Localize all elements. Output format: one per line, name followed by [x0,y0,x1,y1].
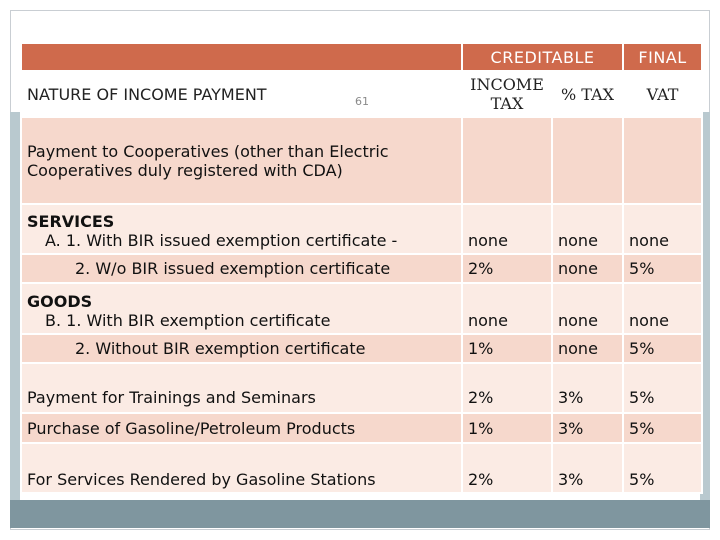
header-vat: VAT [623,71,702,117]
row-label-cell [21,204,462,254]
row-percent-tax: none [552,204,623,254]
row-vat: 5% [623,443,702,493]
row-label: Purchase of Gasoline/Petroleum Products [21,413,462,443]
row-vat: 5% [623,363,702,413]
header-final: FINAL [623,43,702,71]
row-label: A. 1. With BIR issued exemption certificate - [45,231,398,250]
row-income-tax: 2% [462,254,552,283]
header-percent-tax: % TAX [552,71,623,117]
table-row-goods-b1 [21,283,702,334]
row-percent-tax: none [552,283,623,334]
header-row-sub [21,71,702,117]
header-blank-cell [21,43,462,71]
row-percent-tax [552,117,623,204]
row-income-tax: 1% [462,334,552,363]
row-income-tax [462,117,552,204]
row-label: B. 1. With BIR exemption certificate [45,311,331,330]
row-vat: 5% [623,254,702,283]
row-income-tax: 2% [462,363,552,413]
row-income-tax: 2% [462,443,552,493]
row-percent-tax: 3% [552,363,623,413]
header-nature-of-income [21,71,462,117]
table-row-stations [21,443,702,493]
row-label: For Services Rendered by Gasoline Stations [21,443,462,493]
row-vat: none [623,283,702,334]
left-accent-band [10,112,20,512]
row-label-cell [21,254,462,283]
table-row-trainings [21,363,702,413]
page-number: 61 [355,95,369,108]
row-percent-tax: 3% [552,443,623,493]
row-vat [623,117,702,204]
row-income-tax: 1% [462,413,552,443]
row-label: 2. W/o BIR issued exemption certificate [75,259,391,278]
row-label: Payment to Cooperatives (other than Electric Cooperatives duly registered with CDA) [21,117,462,204]
row-vat: 5% [623,334,702,363]
row-label: Payment for Trainings and Seminars [21,363,462,413]
header-creditable: CREDITABLE [462,43,623,71]
section-title-goods: GOODS [27,292,93,311]
table-row-goods-2 [21,334,702,363]
table-row-services-a1 [21,204,702,254]
row-percent-tax: none [552,254,623,283]
table-row-gasoline [21,413,702,443]
table-row-services-2 [21,254,702,283]
row-income-tax: none [462,283,552,334]
row-vat: none [623,204,702,254]
row-label: 2. Without BIR exemption certificate [75,339,366,358]
nature-title: NATURE OF INCOME PAYMENT [27,84,267,104]
income-payment-table [20,42,703,494]
row-percent-tax: 3% [552,413,623,443]
bottom-accent-band [10,500,710,528]
row-percent-tax: none [552,334,623,363]
row-label-cell [21,334,462,363]
row-income-tax: none [462,204,552,254]
row-vat: 5% [623,413,702,443]
row-label-cell [21,283,462,334]
header-income-tax: INCOME TAX [462,71,552,117]
header-row-top [21,43,702,71]
table-row-cooperatives [21,117,702,204]
section-title-services: SERVICES [27,212,115,231]
